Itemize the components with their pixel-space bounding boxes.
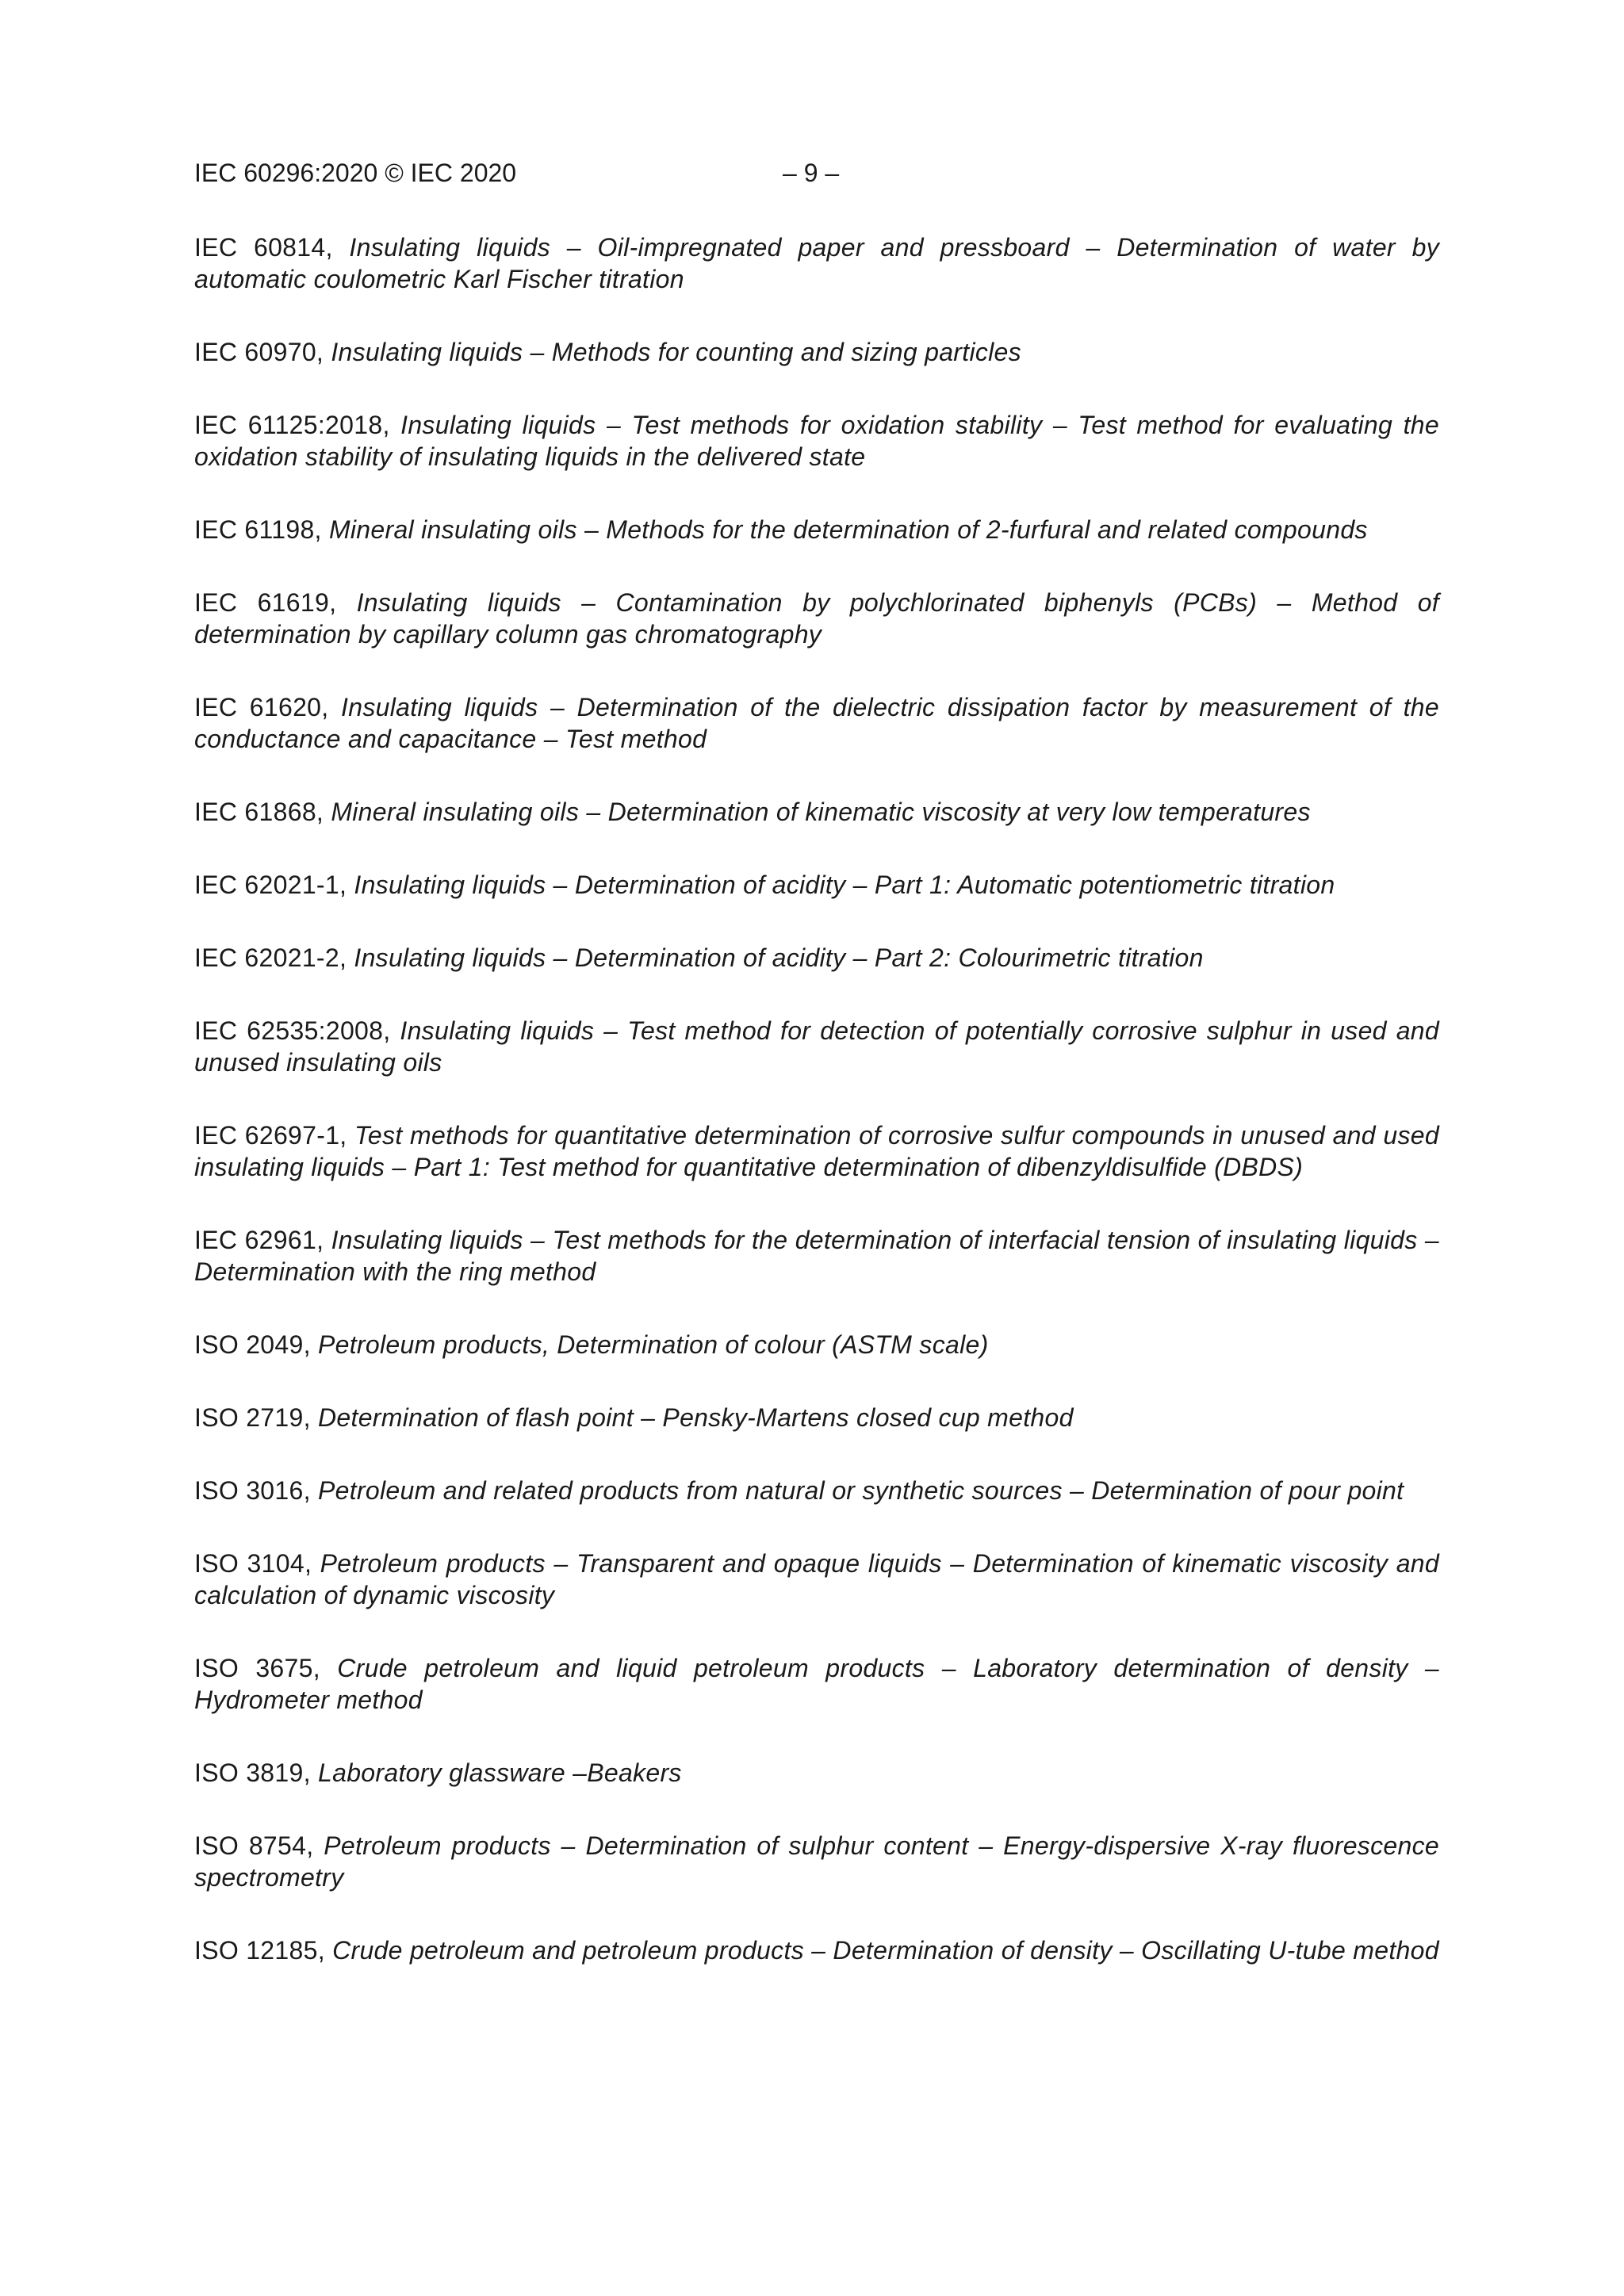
reference-code: IEC 62961 bbox=[194, 1226, 317, 1254]
reference-title: Test methods for quantitative determination of corrosive sulfur compounds in unused and used insulating liquids – Part 1: Test method for quantitative determination of dibenzyldisulfide (DBDS) bbox=[194, 1121, 1439, 1181]
reference-code: IEC 61868 bbox=[194, 798, 316, 826]
reference-title: Petroleum products – Determination of sulphur content – Energy-dispersive X-ray fluorescence spectrometry bbox=[194, 1831, 1439, 1892]
reference-item: ISO 2049, Petroleum products, Determination of colour (ASTM scale) bbox=[194, 1330, 989, 1359]
reference-title: Insulating liquids – Determination of acidity – Part 1: Automatic potentiometric titration bbox=[354, 871, 1335, 899]
reference-code: IEC 62021-1 bbox=[194, 871, 339, 899]
reference-title: Petroleum products, Determination of colour (ASTM scale) bbox=[318, 1330, 989, 1359]
reference-item: IEC 62697-1, Test methods for quantitative determination of corrosive sulfur compounds in unused and used insulating liquids – Part 1: Test method for quantitative determination of dibenzyldisulfide (DBDS) bbox=[194, 1121, 1439, 1181]
reference-title: Petroleum and related products from natural or synthetic sources – Determination of pour point bbox=[318, 1476, 1404, 1505]
reference-item: IEC 61198, Mineral insulating oils – Methods for the determination of 2-furfural and related compounds bbox=[194, 515, 1368, 544]
reference-code: ISO 3675 bbox=[194, 1654, 313, 1682]
reference-item: IEC 60814, Insulating liquids – Oil-impregnated paper and pressboard – Determination of water by automatic coulometric Karl Fischer titration bbox=[194, 233, 1440, 293]
reference-item: ISO 3819, Laboratory glassware –Beakers bbox=[194, 1758, 682, 1787]
normative-references-list bbox=[194, 232, 1439, 2007]
reference-code: IEC 62021-2 bbox=[194, 943, 339, 972]
reference-code: IEC 62535:2008 bbox=[194, 1016, 384, 1045]
reference-code: ISO 8754 bbox=[194, 1831, 307, 1860]
reference-item: IEC 62961, Insulating liquids – Test methods for the determination of interfacial tension of insulating liquids – Determination with the ring method bbox=[194, 1226, 1439, 1286]
reference-item: IEC 60970, Insulating liquids – Methods for counting and sizing particles bbox=[194, 338, 1021, 366]
reference-item: ISO 8754, Petroleum products – Determination of sulphur content – Energy-dispersive X-ray fluorescence spectrometry bbox=[194, 1831, 1439, 1892]
reference-code: IEC 61125:2018 bbox=[194, 411, 383, 439]
reference-item: ISO 12185, Crude petroleum and petroleum products – Determination of density – Oscillating U-tube method bbox=[194, 1936, 1439, 1965]
reference-code: IEC 60970 bbox=[194, 338, 316, 366]
reference-title: Laboratory glassware –Beakers bbox=[318, 1758, 682, 1787]
reference-code: IEC 60814 bbox=[194, 233, 326, 262]
reference-code: IEC 61619 bbox=[194, 588, 330, 617]
reference-title: Insulating liquids – Test methods for the determination of interfacial tension of insulating liquids – Determination with the ring method bbox=[194, 1226, 1439, 1286]
reference-title: Insulating liquids – Test method for detection of potentially corrosive sulphur in used and unused insulating oils bbox=[194, 1016, 1439, 1077]
reference-title: Insulating liquids – Test methods for oxidation stability – Test method for evaluating the oxidation stability of insulating liquids in the delivered state bbox=[194, 411, 1439, 471]
reference-title: Mineral insulating oils – Determination of kinematic viscosity at very low temperatures bbox=[331, 798, 1311, 826]
reference-item: IEC 61868, Mineral insulating oils – Determination of kinematic viscosity at very low temperatures bbox=[194, 798, 1311, 826]
reference-title: Mineral insulating oils – Methods for the determination of 2-furfural and related compounds bbox=[328, 515, 1368, 544]
reference-title: Insulating liquids – Methods for counting and sizing particles bbox=[331, 338, 1021, 366]
reference-code: ISO 3016 bbox=[194, 1476, 304, 1505]
reference-item: IEC 61619, Insulating liquids – Contamination by polychlorinated biphenyls (PCBs) – Method of determination by capillary column gas chromatography bbox=[194, 588, 1439, 649]
reference-code: IEC 62697-1 bbox=[194, 1121, 340, 1150]
reference-code: ISO 2049 bbox=[194, 1330, 304, 1359]
reference-item: IEC 62535:2008, Insulating liquids – Test method for detection of potentially corrosive sulphur in used and unused insulating oils bbox=[194, 1016, 1439, 1077]
page-header bbox=[194, 155, 1439, 190]
reference-code: IEC 61620 bbox=[194, 693, 322, 721]
reference-item: IEC 61620, Insulating liquids – Determination of the dielectric dissipation factor by measurement of the conductance and capacitance – Test method bbox=[194, 693, 1439, 753]
header-standard-id: IEC 60296:2020 © IEC 2020 bbox=[194, 159, 517, 187]
reference-title: Insulating liquids – Determination of acidity – Part 2: Colourimetric titration bbox=[354, 943, 1204, 972]
reference-code: ISO 2719 bbox=[194, 1403, 304, 1432]
reference-title: Insulating liquids – Contamination by polychlorinated biphenyls (PCBs) – Method of determination by capillary column gas chromatography bbox=[194, 588, 1439, 649]
reference-code: ISO 12185 bbox=[194, 1936, 318, 1965]
reference-code: IEC 61198 bbox=[194, 515, 315, 544]
reference-item: ISO 2719, Determination of flash point – Pensky-Martens closed cup method bbox=[194, 1403, 1074, 1432]
reference-code: ISO 3104 bbox=[194, 1549, 304, 1578]
page-number: – 9 – bbox=[783, 159, 840, 187]
reference-title: Crude petroleum and liquid petroleum products – Laboratory determination of density – Hydrometer method bbox=[194, 1654, 1440, 1714]
reference-title: Determination of flash point – Pensky-Martens closed cup method bbox=[318, 1403, 1074, 1432]
reference-item: ISO 3016, Petroleum and related products from natural or synthetic sources – Determination of pour point bbox=[194, 1476, 1404, 1505]
reference-item: ISO 3675, Crude petroleum and liquid petroleum products – Laboratory determination of density – Hydrometer method bbox=[194, 1654, 1440, 1714]
reference-title: Insulating liquids – Oil-impregnated paper and pressboard – Determination of water by automatic coulometric Karl Fischer titration bbox=[194, 233, 1440, 293]
reference-item: IEC 62021-1, Insulating liquids – Determination of acidity – Part 1: Automatic potentiometric titration bbox=[194, 871, 1335, 899]
reference-item: ISO 3104, Petroleum products – Transparent and opaque liquids – Determination of kinematic viscosity and calculation of dynamic viscosity bbox=[194, 1549, 1440, 1609]
reference-title: Insulating liquids – Determination of the dielectric dissipation factor by measurement of the conductance and capacitance – Test method bbox=[194, 693, 1439, 753]
reference-code: ISO 3819 bbox=[194, 1758, 304, 1787]
reference-title: Crude petroleum and petroleum products – Determination of density – Oscillating U-tube method bbox=[332, 1936, 1439, 1965]
reference-item: IEC 61125:2018, Insulating liquids – Test methods for oxidation stability – Test method for evaluating the oxidation stability of insulating liquids in the delivered state bbox=[194, 411, 1439, 471]
reference-item: IEC 62021-2, Insulating liquids – Determination of acidity – Part 2: Colourimetric titration bbox=[194, 943, 1204, 972]
reference-title: Petroleum products – Transparent and opaque liquids – Determination of kinematic viscosity and calculation of dynamic viscosity bbox=[194, 1549, 1440, 1609]
